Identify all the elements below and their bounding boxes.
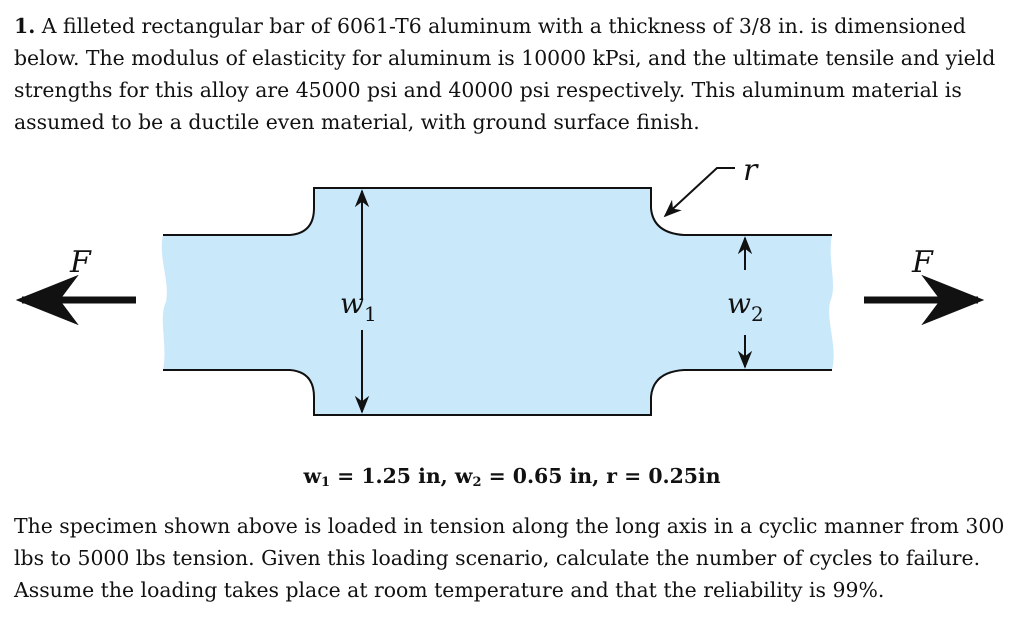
force-label-right: F xyxy=(912,245,933,280)
problem-number: 1. xyxy=(14,14,36,38)
filleted-bar-diagram xyxy=(0,150,1024,430)
radius-label: r xyxy=(743,153,758,188)
problem-statement xyxy=(14,10,1014,138)
problem-intro: A filleted rectangular bar of 6061-T6 aluminum with a thickness of 3/8 in. is dimensioned below. The modulus of elasticity for aluminum is 10000 kPsi, and the ultimate tensile and yield strengths for this alloy are 45000 psi and 40000 psi respectively. This aluminum material is assumed to be a ductile even material, with ground surface finish. xyxy=(14,14,996,134)
dimension-values: $w_1 = 1.25$ in, $w_2 = 0.65$ in, r = 0.25in xyxy=(303,464,721,490)
force-label-left: F xyxy=(70,245,91,280)
w2-label: $w_2$ xyxy=(727,287,764,326)
w1-label: $w_1$ xyxy=(340,287,377,326)
question-text: The specimen shown above is loaded in tension along the long axis in a cyclic manner from 300 lbs to 5000 lbs tension. Given this loading scenario, calculate the number of cycles to failure. Assume the loading takes place at room temperature and that the reliability is 99%. xyxy=(14,514,1005,602)
radius-leader xyxy=(665,168,735,216)
